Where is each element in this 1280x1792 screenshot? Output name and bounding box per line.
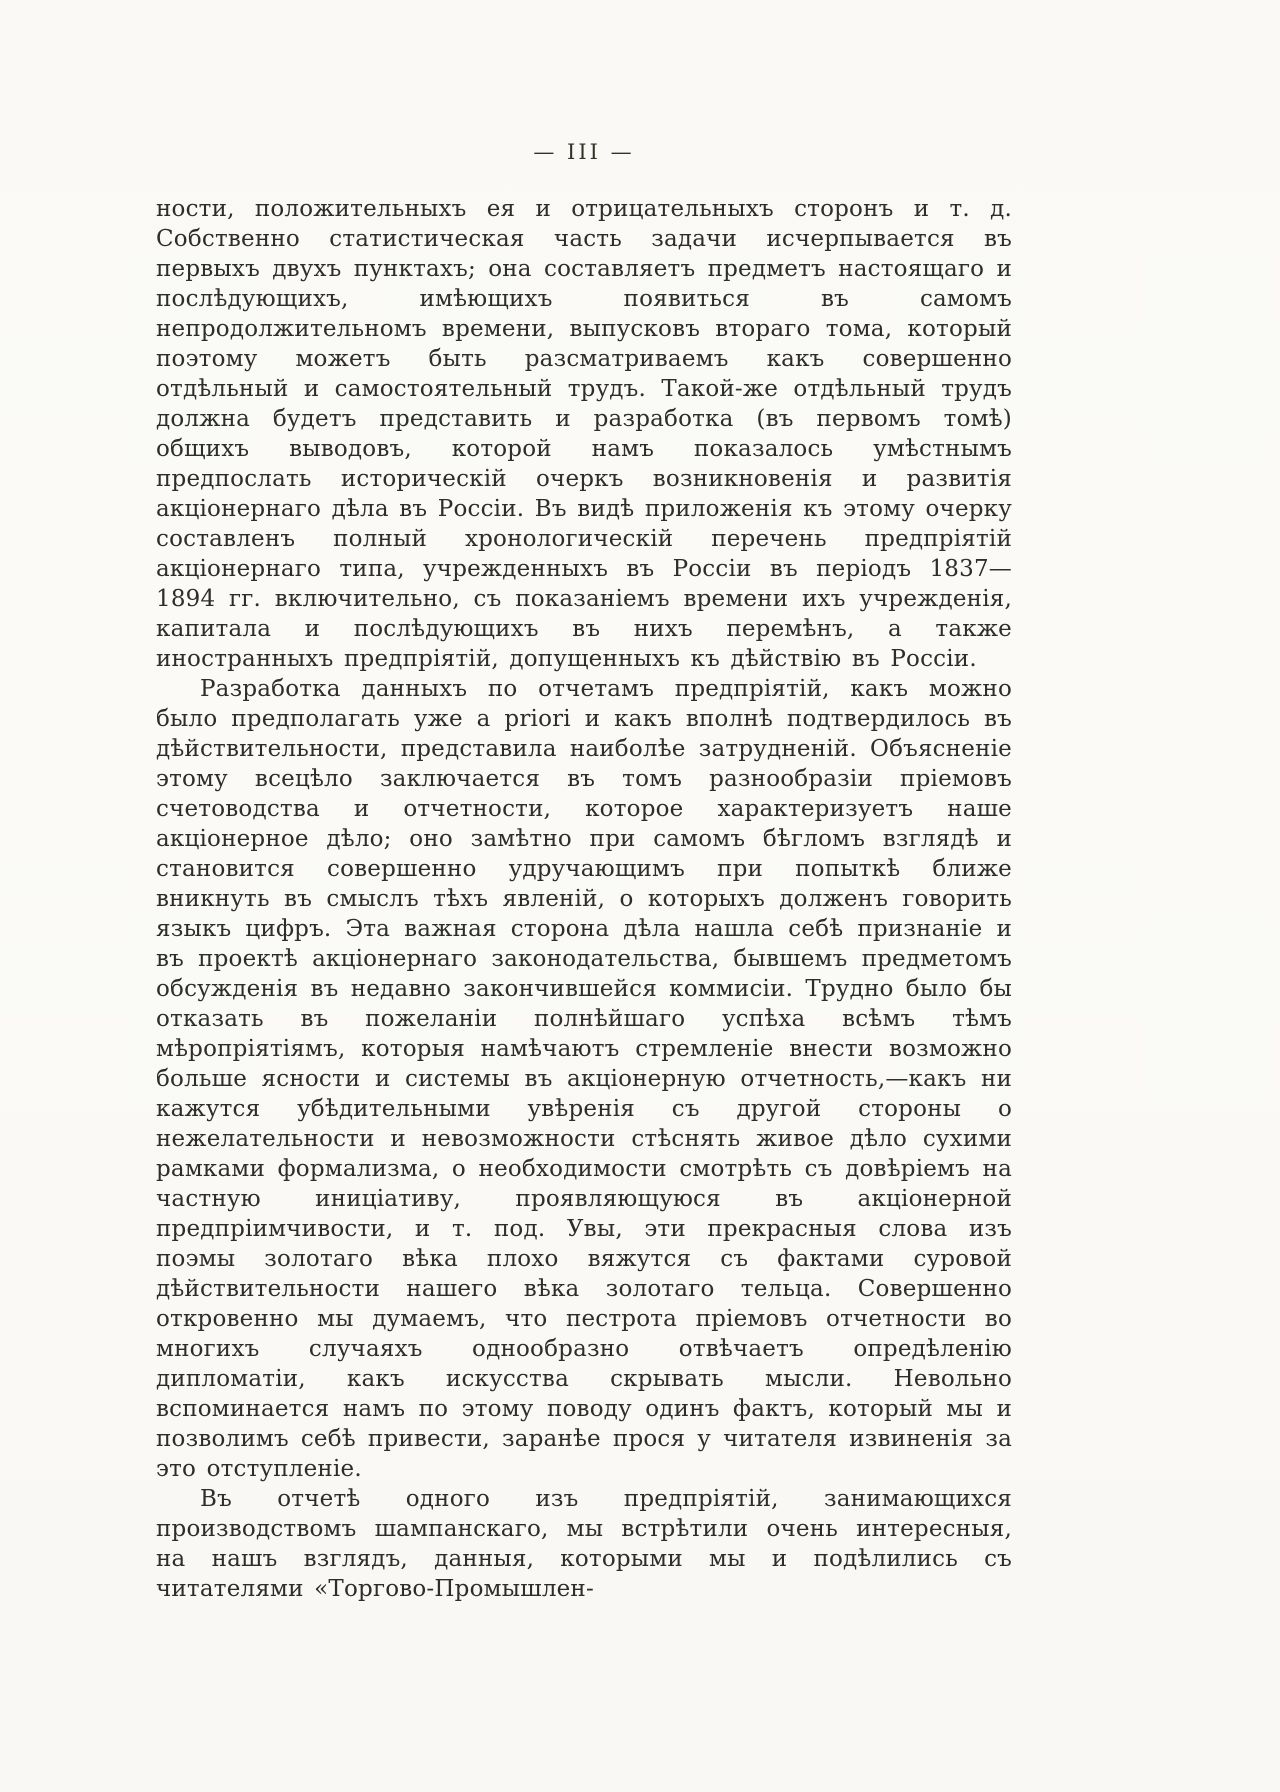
paragraph-continuation: ности, положительныхъ ея и отрицательныхъ сторонъ и т. д. Собственно статистическая часть задачи исчерпывается въ первыхъ двухъ пунктахъ; она составляетъ предметъ настоящаго и послѣдующихъ, имѣющихъ появиться въ самомъ непродолжительномъ времени, выпусковъ втораго тома, который поэтому можетъ быть разсматриваемъ какъ совершенно отдѣльный и самостоятельный трудъ. Такой-же отдѣльный трудъ должна будетъ представить и разработка (въ первомъ томѣ) общихъ выводовъ, которой намъ показалось умѣстнымъ предпослать историческій очеркъ возникновенія и развитія акціонернаго дѣла въ Россіи. Въ видѣ приложенія къ этому очерку составленъ полный хронологическій перечень предпріятій акціонернаго типа, учрежденныхъ въ Россіи въ періодъ 1837—1894 гг. включительно, съ показаніемъ времени ихъ учрежденія, капитала и послѣдующихъ въ нихъ перемѣнъ, а также иностранныхъ предпріятій, допущенныхъ къ дѣйствію въ Россіи. <box>156 196 1012 672</box>
paragraph: Въ отчетѣ одного изъ предпріятій, занимающихся производствомъ шампанскаго, мы встрѣтили очень интересныя, на нашъ взглядъ, данныя, которыми мы и подѣлились съ читателями «Торгово-Промышлен- <box>156 1486 1012 1602</box>
paragraph: Разработка данныхъ по отчетамъ предпріятій, какъ можно было предполагать уже a priori и какъ вполнѣ подтвердилось въ дѣйствительности, представила наиболѣе затрудненій. Объясненіе этому всецѣло заключается въ томъ разнообразіи пріемовъ счетоводства и отчетности, которое характеризуетъ наше акціонерное дѣло; оно замѣтно при самомъ бѣгломъ взглядѣ и становится совершенно удручающимъ при попыткѣ ближе вникнуть въ смыслъ тѣхъ явленій, о которыхъ долженъ говорить языкъ цифръ. Эта важная сторона дѣла нашла себѣ признаніе и въ проектѣ акціонернаго законодательства, бывшемъ предметомъ обсужденія въ недавно закончившейся коммисіи. Трудно было бы отказать въ пожеланіи полнѣйшаго успѣха всѣмъ тѣмъ мѣропріятіямъ, которыя намѣчаютъ стремленіе внести возможно больше ясности и системы въ акціонерную отчетность,—какъ ни кажутся убѣдительными увѣренія съ другой стороны о нежелательности и невозможности стѣснять живое дѣло сухими рамками формализма, о необходимости смотрѣть съ довѣріемъ на частную иниціативу, проявляющуюся въ акціонерной предпріимчивости, и т. под. Увы, эти прекрасныя слова изъ поэмы золотаго вѣка плохо вяжутся съ фактами суровой дѣйствительности нашего вѣка золотаго тельца. Совершенно откровенно мы думаемъ, что пестрота пріемовъ отчетности во многихъ случаяхъ однообразно отвѣчаетъ опредѣленію дипломатіи, какъ искусства скрывать мысли. Невольно вспоминается намъ по этому поводу одинъ фактъ, который мы и позволимъ себѣ привести, заранѣе прося у читателя извиненія за это отступленіе. <box>156 676 1012 1482</box>
page-number: — III — <box>533 140 635 164</box>
page-text-block <box>156 194 1012 1604</box>
